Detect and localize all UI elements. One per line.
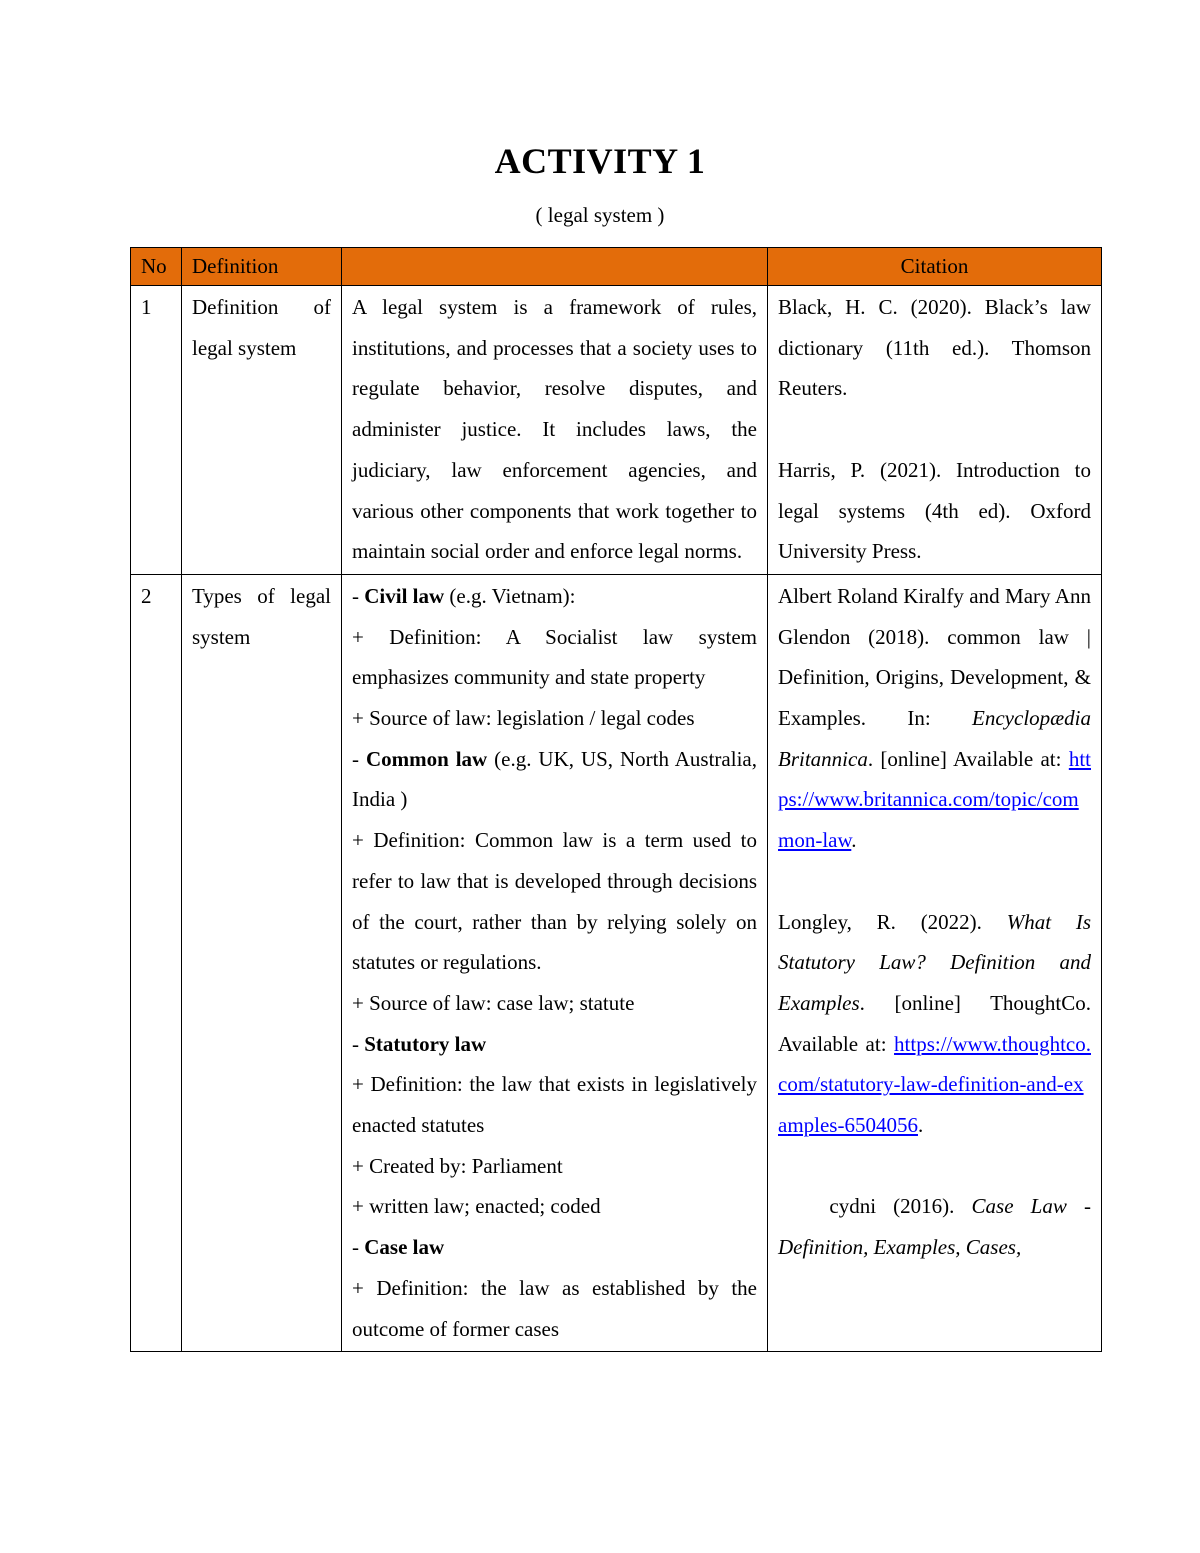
case-law-heading: - Case law	[352, 1235, 445, 1260]
row-content	[342, 574, 768, 1351]
header-citation: Citation	[768, 248, 1102, 286]
table-header-row	[131, 248, 1102, 286]
common-law-source: + Source of law: case law; statute	[352, 990, 635, 1015]
citation-cydni: cydni (2016). Case Law - Definition, Examples, Cases,	[778, 1194, 1097, 1260]
page-title: ACTIVITY 1	[494, 141, 706, 181]
header-content	[342, 248, 768, 286]
row-number: 1	[131, 286, 182, 575]
case-law-definition: + Definition: the law as established by the outcome of former cases	[352, 1275, 757, 1341]
legal-system-table	[130, 247, 1102, 1352]
citation-britannica: Albert Roland Kiralfy and Mary Ann Glendon (2018). common law | Definition, Origins, Development, & Examples. In: Encyclopædia Britannica. [online] Available at: https://www.britannica.com/topic/common-law.	[778, 583, 1091, 853]
row-content: A legal system is a framework of rules, institutions, and processes that a society uses to regulate behavior, resolve disputes, and administer justice. It includes laws, the judiciary, law enforcement agencies, and various other components that work together to maintain social order and enforce legal norms.	[342, 286, 768, 575]
page-subtitle: ( legal system )	[535, 203, 665, 227]
britannica-link[interactable]: https://www.britannica.com/topic/common-law	[778, 746, 1091, 853]
row-citation	[768, 574, 1102, 1351]
header-definition: Definition	[182, 248, 342, 286]
statutory-law-definition: + Definition: the law that exists in legislatively enacted statutes	[352, 1072, 757, 1138]
citation-thoughtco: Longley, R. (2022). What Is Statutory Law? Definition and Examples. [online] ThoughtCo. Available at: https://www.thoughtco.com/statutory-law-definition-and-examples-6504056.	[778, 909, 1091, 1138]
table-row	[131, 286, 1102, 575]
table-row	[131, 574, 1102, 1351]
spacer	[778, 409, 1091, 450]
row-citation	[768, 286, 1102, 575]
statutory-law-created: + Created by: Parliament	[352, 1153, 563, 1178]
civil-law-heading: - Civil law (e.g. Vietnam):	[352, 583, 576, 608]
thoughtco-link[interactable]: https://www.thoughtco.com/statutory-law-definition-and-examples-6504056	[778, 1031, 1091, 1138]
header-no: No	[131, 248, 182, 286]
spacer	[778, 861, 1091, 902]
row-term: Types of legal system	[182, 574, 342, 1351]
civil-law-source: + Source of law: legislation / legal codes	[352, 706, 695, 731]
statutory-law-features: + written law; enacted; coded	[352, 1194, 601, 1219]
statutory-law-label: Statutory law	[364, 1031, 487, 1056]
common-law-heading: - Common law (e.g. UK, US, North Australia, India )	[352, 746, 757, 812]
common-law-definition: + Definition: Common law is a term used to refer to law that is developed through decisions of the court, rather than by relying solely on statutes or regulations.	[352, 828, 757, 975]
case-law-label: Case law	[364, 1235, 445, 1260]
row-number: 2	[131, 574, 182, 1351]
spacer	[778, 1146, 1091, 1187]
common-law-label: Common law	[365, 746, 488, 771]
citation-black: Black, H. C. (2020). Black’s law dictionary (11th ed.). Thomson Reuters.	[778, 295, 1091, 401]
civil-law-definition: + Definition: A Socialist law system emphasizes community and state property	[352, 624, 757, 690]
citation-harris: Harris, P. (2021). Introduction to legal systems (4th ed). Oxford University Press.	[778, 457, 1091, 564]
civil-law-label: Civil law	[364, 583, 445, 608]
statutory-law-heading: - Statutory law	[352, 1031, 487, 1056]
row-term: Definition of legal system	[182, 286, 342, 575]
